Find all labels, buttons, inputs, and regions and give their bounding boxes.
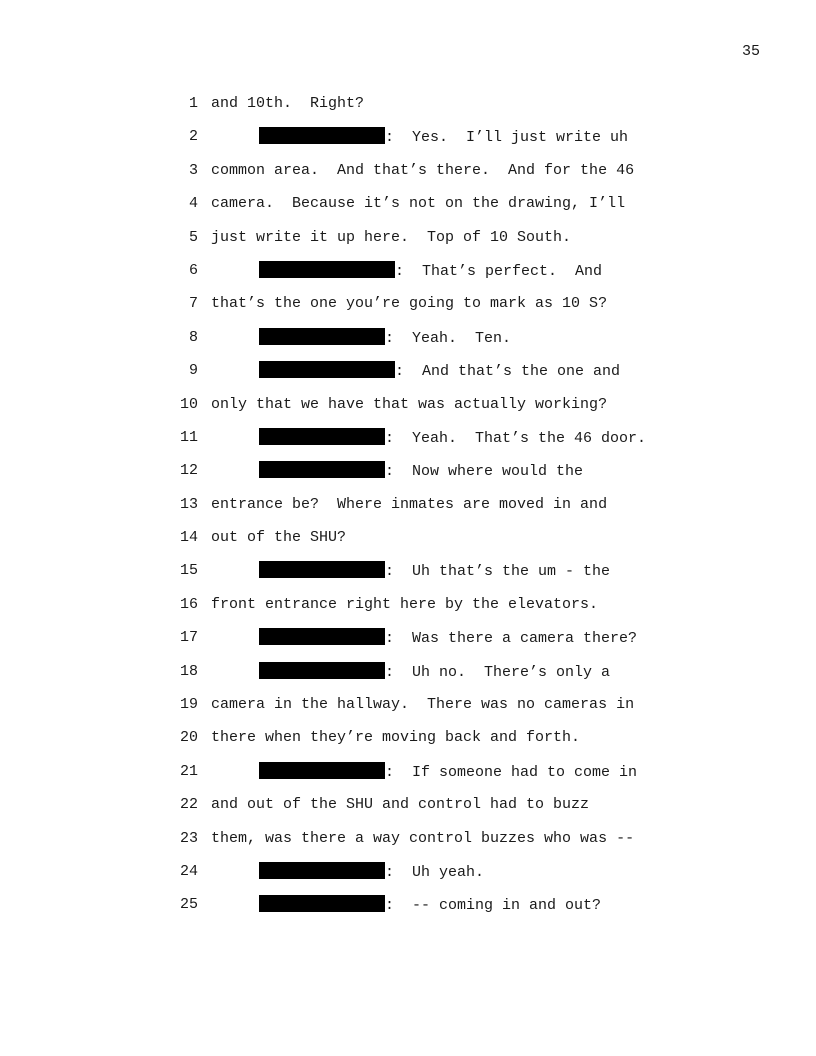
redacted-speaker-name <box>259 361 395 378</box>
line-text <box>211 528 346 548</box>
transcript-line <box>0 261 816 294</box>
spoken-text: only that we have that was actually working? <box>211 395 608 413</box>
spoken-text: that’s the one you’re going to mark as 10 S? <box>211 295 608 313</box>
speaker-line <box>259 361 620 382</box>
line-number: 24 <box>179 862 198 880</box>
speaker-line <box>259 762 637 783</box>
transcript-line <box>0 628 816 661</box>
spoken-text: : That’s perfect. And <box>395 262 603 280</box>
speaker-line <box>259 261 602 282</box>
spoken-text: camera in the hallway. There was no cameras in <box>211 696 635 714</box>
spoken-text: and 10th. Right? <box>211 95 365 112</box>
spoken-text: just write it up here. Top of 10 South. <box>211 228 572 246</box>
redacted-speaker-name <box>259 862 385 879</box>
transcript-line <box>0 762 816 795</box>
line-number: 5 <box>188 228 198 246</box>
spoken-text: common area. And that’s there. And for the 46 <box>211 161 635 179</box>
line-number: 4 <box>188 195 198 213</box>
speaker-line <box>259 628 637 649</box>
transcript-line <box>0 862 816 895</box>
transcript-line <box>0 361 816 394</box>
transcript-line <box>0 795 816 828</box>
line-number: 12 <box>179 462 198 480</box>
line-number: 1 <box>188 95 198 112</box>
transcript-line <box>0 294 816 327</box>
line-number: 19 <box>179 696 198 714</box>
spoken-text: entrance be? Where inmates are moved in and <box>211 495 608 513</box>
line-text <box>211 728 580 748</box>
redacted-speaker-name <box>259 662 385 679</box>
transcript-line <box>0 194 816 227</box>
spoken-text: and out of the SHU and control had to buzz <box>211 796 590 814</box>
line-number: 13 <box>179 495 198 513</box>
spoken-text: front entrance right here by the elevators. <box>211 595 599 613</box>
line-text <box>211 395 607 415</box>
line-number: 7 <box>188 295 198 313</box>
transcript-line <box>0 228 816 261</box>
spoken-text: : Yeah. That’s the 46 door. <box>385 429 647 447</box>
spoken-text: : Yeah. Ten. <box>385 329 512 347</box>
transcript-line <box>0 695 816 728</box>
redacted-speaker-name <box>259 461 385 478</box>
line-number: 14 <box>179 529 198 547</box>
transcript-line <box>0 328 816 361</box>
line-text <box>211 795 589 815</box>
speaker-line <box>259 461 583 482</box>
redacted-speaker-name <box>259 895 385 912</box>
spoken-text: camera. Because it’s not on the drawing, I’ll <box>211 195 626 213</box>
spoken-text: out of the SHU? <box>211 529 347 547</box>
transcript-line <box>0 561 816 594</box>
line-text <box>211 94 364 114</box>
spoken-text: : And that’s the one and <box>395 363 621 381</box>
redacted-speaker-name <box>259 628 385 645</box>
spoken-text: : -- coming in and out? <box>385 897 602 915</box>
transcript-line <box>0 595 816 628</box>
spoken-text: : If someone had to come in <box>385 763 638 781</box>
speaker-line <box>259 428 646 449</box>
redacted-speaker-name <box>259 328 385 345</box>
line-number: 6 <box>188 261 198 279</box>
transcript-line <box>0 662 816 695</box>
transcript-line <box>0 495 816 528</box>
line-text <box>211 495 607 515</box>
spoken-text: : Now where would the <box>385 463 584 481</box>
line-text <box>211 161 634 181</box>
speaker-line <box>259 895 601 916</box>
line-number: 21 <box>179 762 198 780</box>
line-text <box>211 595 598 615</box>
transcript-line <box>0 728 816 761</box>
line-number: 2 <box>188 128 198 146</box>
spoken-text: there when they’re moving back and forth. <box>211 729 581 747</box>
spoken-text: : Was there a camera there? <box>385 630 638 648</box>
speaker-line <box>259 862 484 883</box>
transcript-line <box>0 94 816 127</box>
spoken-text: : Yes. I’ll just write uh <box>385 129 629 147</box>
line-number: 8 <box>188 328 198 346</box>
line-number: 9 <box>188 362 198 380</box>
spoken-text: : Uh that’s the um - the <box>385 563 611 581</box>
line-number: 18 <box>179 662 198 680</box>
transcript-line <box>0 428 816 461</box>
speaker-line <box>259 328 511 349</box>
speaker-line <box>259 662 610 683</box>
transcript-line <box>0 895 816 928</box>
line-number: 22 <box>179 796 198 814</box>
spoken-text: them, was there a way control buzzes who was -- <box>211 829 635 847</box>
transcript-line <box>0 461 816 494</box>
transcript-line <box>0 528 816 561</box>
line-number: 10 <box>179 395 198 413</box>
line-number: 16 <box>179 595 198 613</box>
line-number: 3 <box>188 161 198 179</box>
transcript-line <box>0 829 816 862</box>
spoken-text: : Uh no. There’s only a <box>385 663 611 681</box>
transcript-line <box>0 161 816 194</box>
line-text <box>211 294 607 314</box>
redacted-speaker-name <box>259 428 385 445</box>
redacted-speaker-name <box>259 127 385 144</box>
redacted-speaker-name <box>259 561 385 578</box>
line-number: 23 <box>179 829 198 847</box>
redacted-speaker-name <box>259 762 385 779</box>
line-number: 15 <box>179 562 198 580</box>
line-number: 17 <box>179 629 198 647</box>
transcript-line <box>0 395 816 428</box>
transcript-line <box>0 127 816 160</box>
spoken-text: : Uh yeah. <box>385 863 485 881</box>
line-text <box>211 829 634 849</box>
line-text <box>211 695 634 715</box>
line-text <box>211 228 571 248</box>
speaker-line <box>259 127 628 148</box>
line-number: 11 <box>179 428 198 446</box>
line-number: 20 <box>179 729 198 747</box>
transcript-body <box>0 94 816 929</box>
line-text <box>211 194 625 214</box>
redacted-speaker-name <box>259 261 395 278</box>
page-number: 35 <box>742 43 761 60</box>
speaker-line <box>259 561 610 582</box>
line-number: 25 <box>179 896 198 914</box>
